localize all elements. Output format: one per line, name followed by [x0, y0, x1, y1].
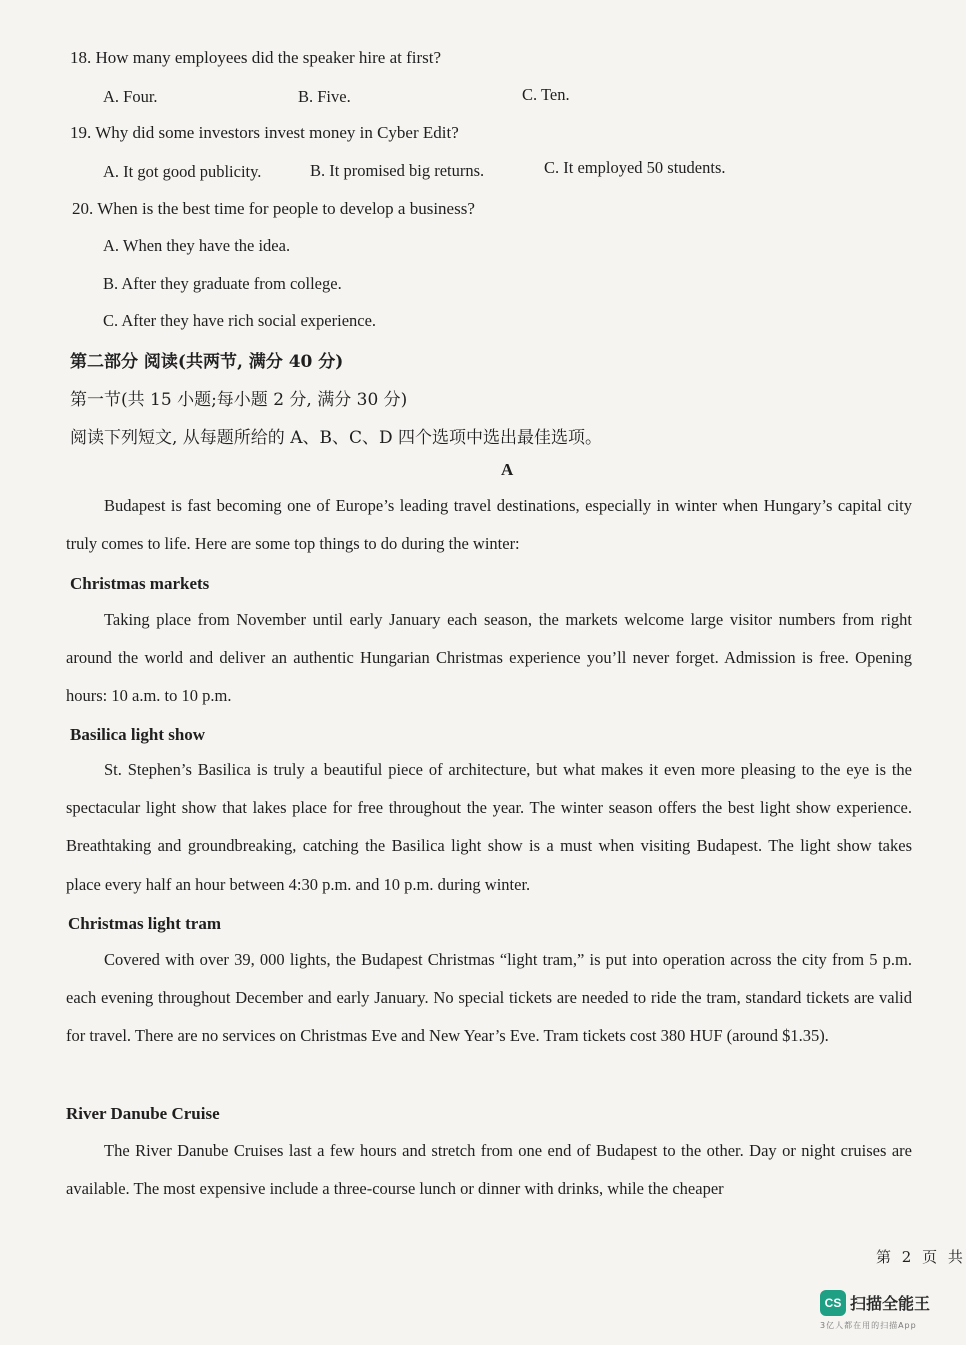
part-title: 第二部分 阅读(共两节, 满分 40 分)	[70, 352, 344, 372]
body-christmas-light-tram: Covered with over 39, 000 lights, the Budapest Christmas “light tram,” is put into operation across the city from 5 p.m. each evening throughout December and early January. No special tickets are needed to ride the tram, standard tickets are valid for travel. There are no services on Christmas Eve and New Year’s Eve. Tram tickets cost 380 HUF (around $1.35).	[66, 950, 912, 1046]
scanner-watermark	[818, 1288, 948, 1338]
question-20	[72, 199, 475, 219]
question-number: 18.	[70, 48, 92, 67]
scanner-tagline: 3亿人都在用的扫描App	[820, 1321, 917, 1330]
section-title: 第一节(共 15 小题;每小题 2 分, 满分 30 分)	[70, 390, 408, 410]
camscanner-logo-icon: CS	[820, 1290, 846, 1316]
question-text: When is the best time for people to develop a business?	[97, 199, 475, 218]
body-river-danube-cruise: The River Danube Cruises last a few hours and stretch from one end of Budapest to the other. Day or night cruises are available. The most expensive include a three-course lunch or dinner with drinks, while the cheaper	[66, 1141, 912, 1199]
page-number: 第 2 页 共	[876, 1248, 966, 1266]
question-19	[70, 123, 459, 143]
question-number: 20.	[72, 199, 94, 218]
question-text: Why did some investors invest money in Cyber Edit?	[95, 123, 459, 142]
q19-option-a: A. It got good publicity.	[103, 162, 262, 181]
question-number: 19.	[70, 123, 92, 142]
q20-option-a: A. When they have the idea.	[103, 236, 291, 255]
question-18	[70, 48, 441, 68]
question-text: How many employees did the speaker hire at first?	[95, 48, 442, 67]
heading-basilica-light-show: Basilica light show	[70, 725, 206, 744]
q18-option-b: B. Five.	[298, 87, 351, 106]
heading-christmas-markets: Christmas markets	[70, 574, 210, 593]
scanner-app-name: 扫描全能王	[850, 1294, 931, 1313]
q18-option-c: C. Ten.	[522, 85, 570, 104]
body-basilica-light-show: St. Stephen’s Basilica is truly a beautiful piece of architecture, but what makes it even more pleasing to the eye is the spectacular light show that lakes place for free throughout the year. The winter season offers the best light show experience. Breathtaking and groundbreaking, catching the Basilica light show is a must when visiting Budapest. The light show takes place every half an hour between 4:30 p.m. and 10 p.m. during winter.	[66, 760, 912, 894]
passage-intro: Budapest is fast becoming one of Europe’s leading travel destinations, especially in winter when Hungary’s capital city truly comes to life. Here are some top things to do during the winter:	[66, 496, 912, 554]
heading-christmas-light-tram: Christmas light tram	[68, 914, 221, 933]
heading-river-danube-cruise: River Danube Cruise	[66, 1104, 220, 1123]
q18-option-a: A. Four.	[103, 87, 158, 106]
q19-option-c: C. It employed 50 students.	[544, 158, 726, 177]
body-christmas-markets: Taking place from November until early January each season, the markets welcome large visitor numbers from right around the world and deliver an authentic Hungarian Christmas experience you’ll never forget. Admission is free. Opening hours: 10 a.m. to 10 p.m.	[66, 610, 912, 706]
passage-letter: A	[501, 460, 514, 479]
q20-option-b: B. After they graduate from college.	[103, 274, 342, 293]
q19-option-b: B. It promised big returns.	[310, 161, 485, 180]
q20-option-c: C. After they have rich social experience.	[103, 311, 377, 330]
reading-instruction: 阅读下列短文, 从每题所给的 A、B、C、D 四个选项中选出最佳选项。	[70, 428, 603, 448]
